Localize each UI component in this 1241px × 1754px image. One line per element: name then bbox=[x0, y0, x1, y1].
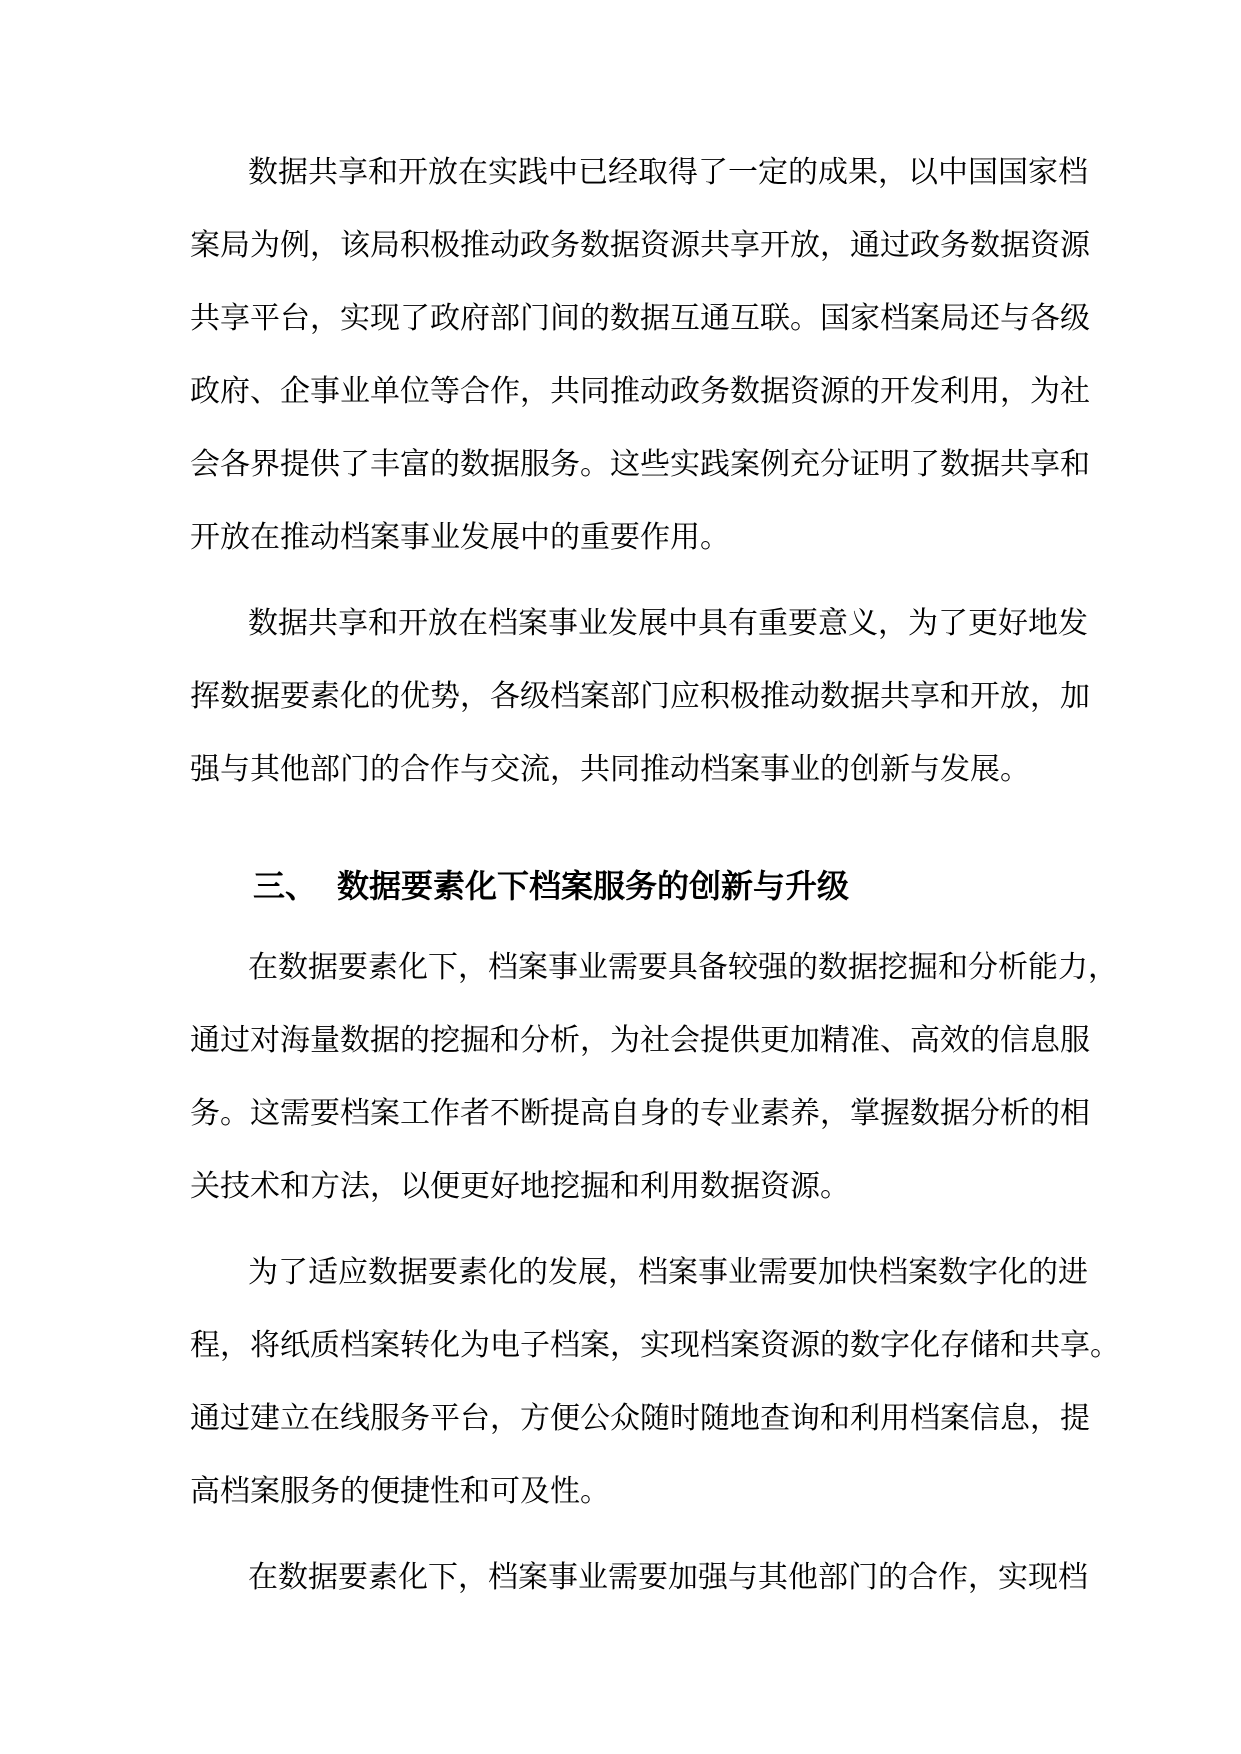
paragraph-line: 强与其他部门的合作与交流，共同推动档案事业的创新与发展。 bbox=[190, 752, 1030, 787]
paragraph-line: 在数据要素化下，档案事业需要加强与其他部门的合作，实现档 bbox=[248, 1560, 1088, 1595]
paragraph-line: 程，将纸质档案转化为电子档案，实现档案资源的数字化存储和共享。 bbox=[190, 1328, 1120, 1363]
paragraph-line: 共享平台，实现了政府部门间的数据互通互联。国家档案局还与各级 bbox=[190, 301, 1090, 336]
paragraph-line: 在数据要素化下，档案事业需要具备较强的数据挖掘和分析能力， bbox=[248, 950, 1118, 985]
paragraph-line: 政府、企事业单位等合作，共同推动政务数据资源的开发利用，为社 bbox=[190, 374, 1090, 409]
paragraph-line: 关技术和方法，以便更好地挖掘和利用数据资源。 bbox=[190, 1169, 850, 1204]
paragraph-line: 务。这需要档案工作者不断提高自身的专业素养，掌握数据分析的相 bbox=[190, 1096, 1090, 1131]
paragraph-line: 开放在推动档案事业发展中的重要作用。 bbox=[190, 520, 730, 555]
section-heading bbox=[253, 864, 849, 908]
paragraph-line: 会各界提供了丰富的数据服务。这些实践案例充分证明了数据共享和 bbox=[190, 447, 1090, 482]
paragraph-line: 通过建立在线服务平台，方便公众随时随地查询和利用档案信息，提 bbox=[190, 1401, 1090, 1436]
paragraph-line: 挥数据要素化的优势，各级档案部门应积极推动数据共享和开放，加 bbox=[190, 679, 1090, 714]
paragraph-line: 高档案服务的便捷性和可及性。 bbox=[190, 1474, 610, 1509]
paragraph-line: 通过对海量数据的挖掘和分析，为社会提供更加精准、高效的信息服 bbox=[190, 1023, 1090, 1058]
paragraph-line: 案局为例，该局积极推动政务数据资源共享开放，通过政务数据资源 bbox=[190, 228, 1090, 263]
paragraph-line: 为了适应数据要素化的发展，档案事业需要加快档案数字化的进 bbox=[248, 1255, 1088, 1290]
paragraph-line: 数据共享和开放在档案事业发展中具有重要意义，为了更好地发 bbox=[248, 606, 1088, 641]
paragraph-line: 数据共享和开放在实践中已经取得了一定的成果，以中国国家档 bbox=[248, 155, 1088, 190]
section-title: 数据要素化下档案服务的创新与升级 bbox=[337, 867, 850, 905]
section-number: 三、 bbox=[253, 867, 318, 905]
